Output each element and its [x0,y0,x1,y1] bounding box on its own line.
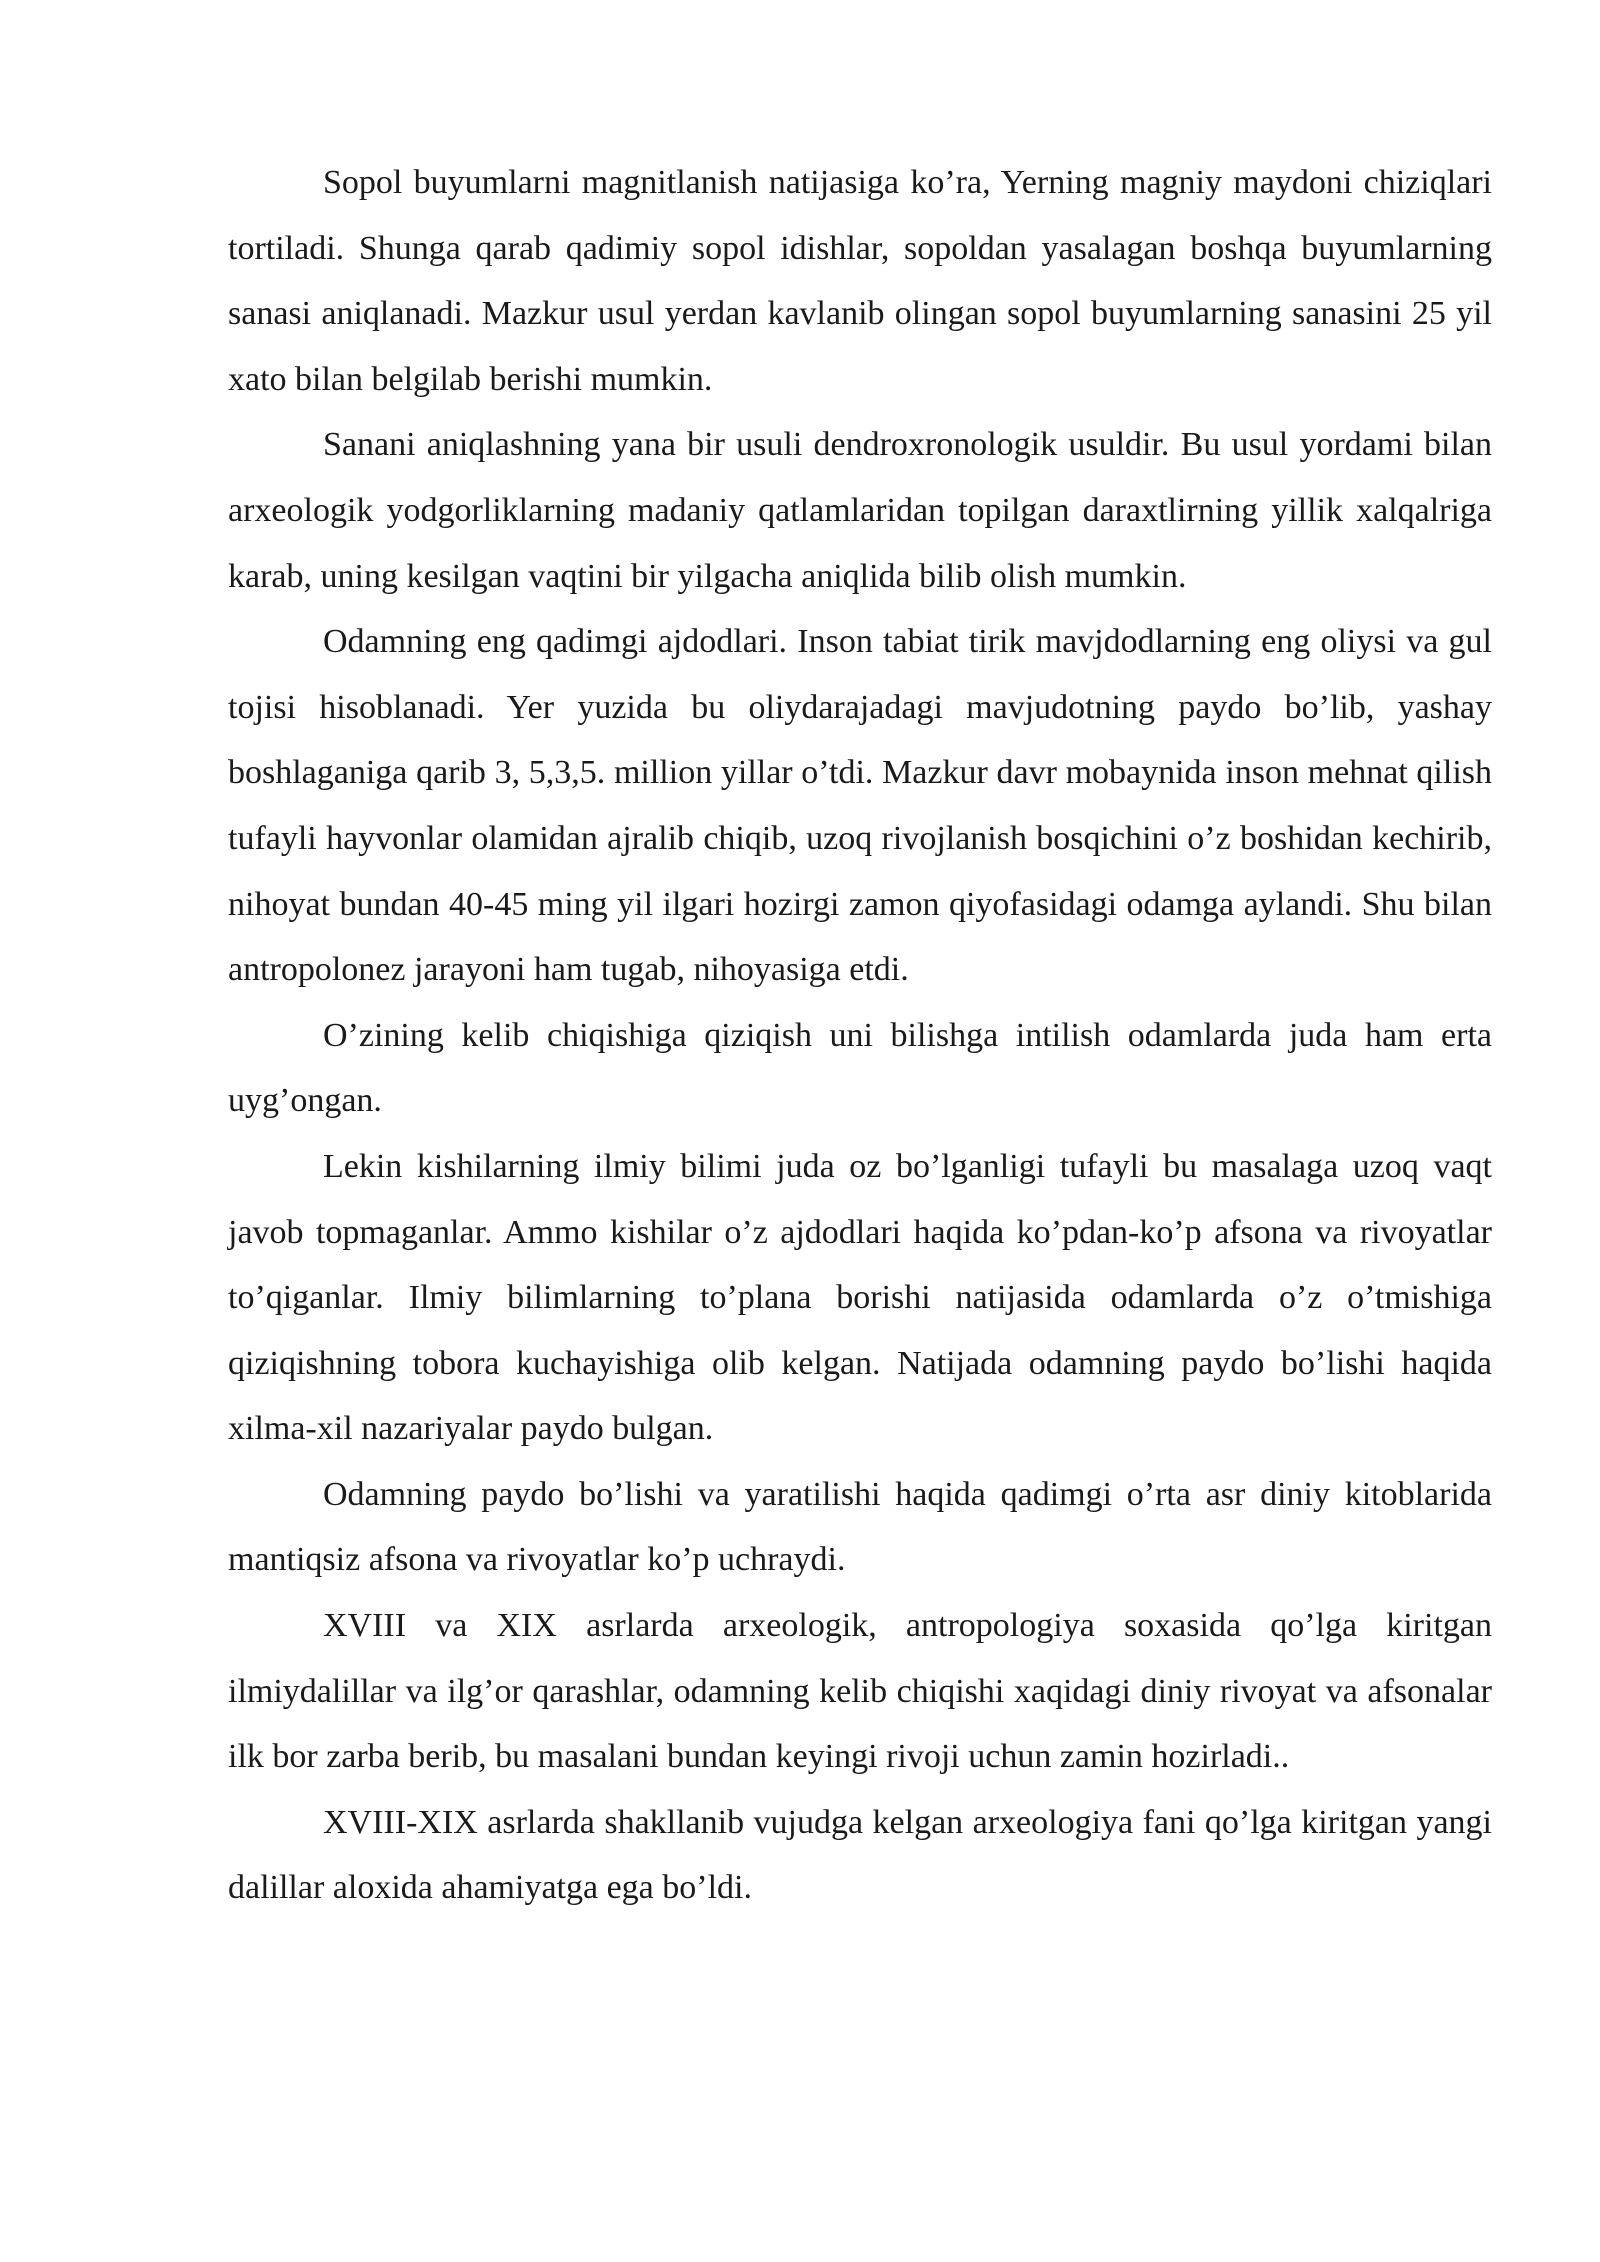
document-page [228,150,1492,1921]
paragraph-magnetic-dating: Sopol buyumlarni magnitlanish natijasiga ko’ra, Yerning magniy maydoni chiziqlari tortiladi. Shunga qarab qadimiy sopol idishlar, sopoldan yasalagan boshqa buyumlarning sanasi aniqlanadi. Mazkur usul yerdan kavlanib olingan sopol buyumlarning sanasini 25 yil xato bilan belgilab berishi mumkin. [228,164,1492,398]
paragraph-origin-interest: O’zining kelib chiqishiga qiziqish uni bilishga intilish odamlarda juda ham erta uyg’ongan. [228,1016,1492,1120]
paragraph-archaeology-science: XVIII-XIX asrlarda shakllanib vujudga kelgan arxeologiya fani qo’lga kiritgan yangi dalillar aloxida ahamiyatga ega bo’ldi. [228,1803,1492,1907]
paragraph-scientific-evidence: XVIII va XIX asrlarda arxeologik, antropologiya soxasida qo’lga kiritgan ilmiydalillar va ilg’or qarashlar, odamning kelib chiqishi xaqidagi diniy rivoyat va afsonalar ilk bor zarba berib, bu masalani bundan keyingi rivoji uchun zamin hozirladi.. [228,1607,1492,1776]
paragraph-dendrochronology: Sanani aniqlashning yana bir usuli dendroxronologik usuldir. Bu usul yordami bilan arxeologik yodgorliklarning madaniy qatlamlaridan topilgan daraxtlirning yillik xalqalriga karab, uning kesilgan vaqtini bir yilgacha aniqlida bilib olish mumkin. [228,426,1492,595]
paragraph-ancient-ancestors: Odamning eng qadimgi ajdodlari. Inson tabiat tirik mavjdodlarning eng oliysi va gul tojisi hisoblanadi. Yer yuzida bu oliydarajadagi mavjudotning paydo bo’lib, yashay boshlaganiga qarib 3, 5,3,5. million yillar o’tdi. Mazkur davr mobaynida inson mehnat qilish tufayli hayvonlar olamidan ajralib chiqib, uzoq rivojlanish bosqichini o’z boshidan kechirib, nihoyat bundan 40-45 ming yil ilgari hozirgi zamon qiyofasidagi odamga aylandi. Shu bilan antropolonez jarayoni ham tugab, nihoyasiga etdi. [228,623,1492,989]
paragraph-religious-books: Odamning paydo bo’lishi va yaratilishi haqida qadimgi o’rta asr diniy kitoblarida mantiqsiz afsona va rivoyatlar ko’p uchraydi. [228,1475,1492,1579]
paragraph-legends: Lekin kishilarning ilmiy bilimi juda oz bo’lganligi tufayli bu masalaga uzoq vaqt javob topmaganlar. Ammo kishilar o’z ajdodlari haqida ko’pdan-ko’p afsona va rivoyatlar to’qiganlar. Ilmiy bilimlarning to’plana borishi natijasida odamlarda o’z o’tmishiga qiziqishning tobora kuchayishiga olib kelgan. Natijada odamning paydo bo’lishi haqida xilma-xil nazariyalar paydo bulgan. [228,1147,1492,1448]
